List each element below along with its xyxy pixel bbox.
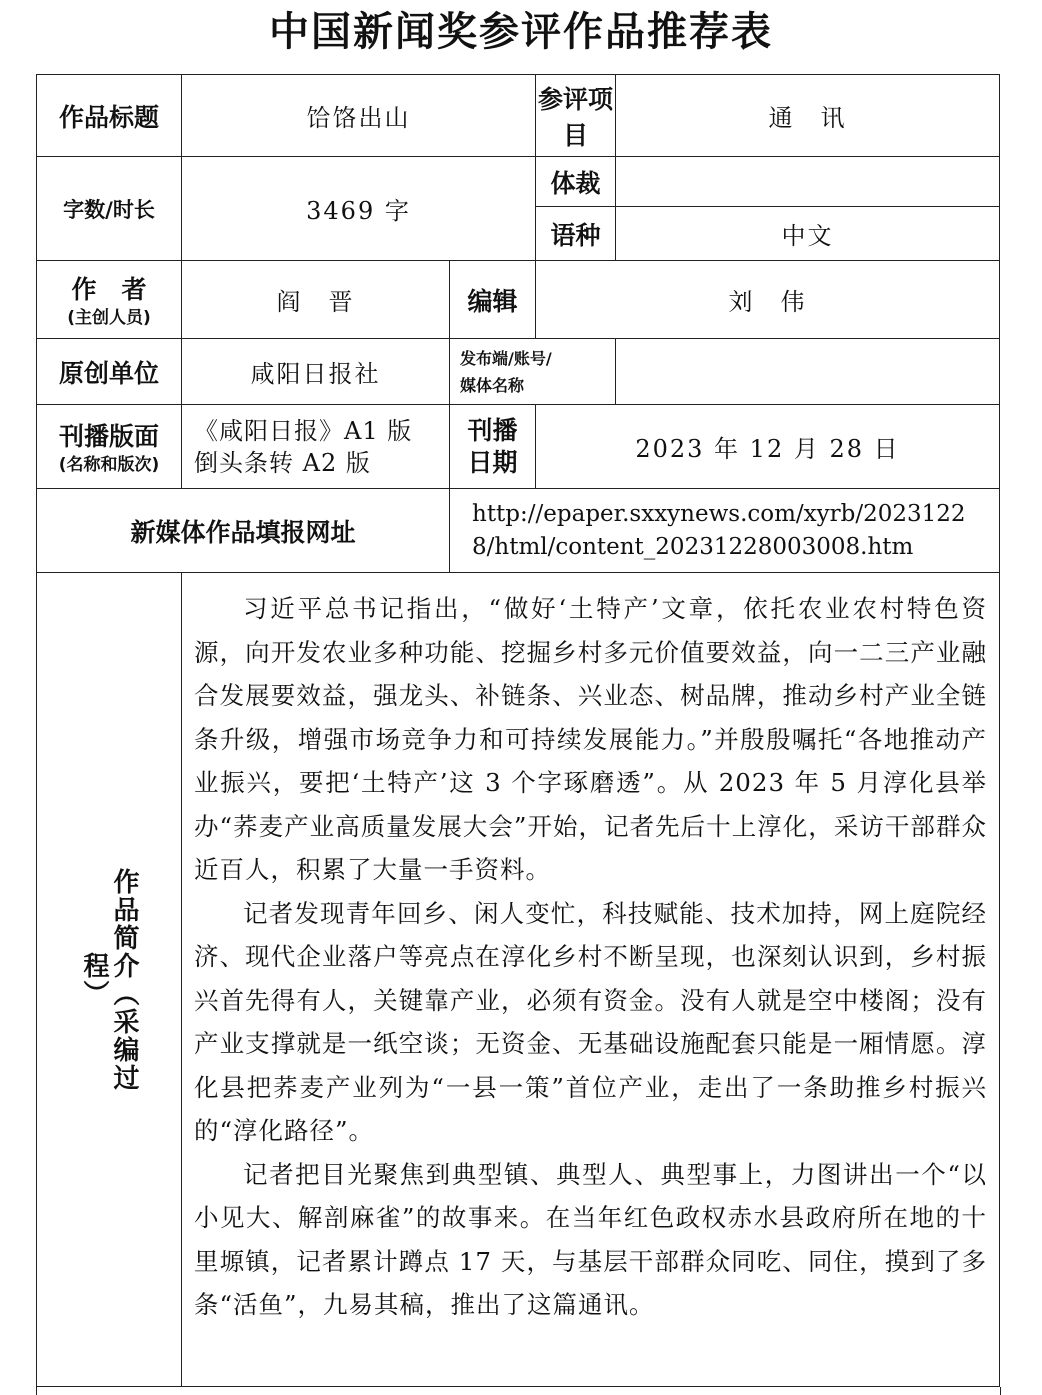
label-language: 语种 [536, 207, 616, 261]
date-label-line-1: 刊播 [467, 415, 518, 445]
recommendation-form [36, 74, 1000, 1387]
table-continuation-edge [36, 1387, 1001, 1395]
row-page [37, 405, 1000, 489]
row-title [37, 75, 1000, 157]
form-title: 中国新闻奖参评作品推荐表 [269, 9, 773, 55]
row-url [37, 489, 1000, 573]
label-url: 新媒体作品填报网址 [37, 489, 450, 573]
intro-paragraph: 习近平总书记指出，“做好‘土特产’文章，依托农业农村特色资源，向开发农业多种功能、挖掘乡村多元价值要效益，向一二三产业融合发展要效益，强龙头、补链条、兴业态、树品牌，推动乡村产业全链条升级，增强市场竞争力和可持续发展能力。”并殷殷嘱托“各地推动产业振兴，要把‘土特产’这 3 个字琢磨透”。从 2023 年 5 月淳化县举办“荞麦产业高质量发展大会”开始，记者先后十上淳化，采访干部群众近百人，积累了大量一手资料。 [194, 594, 987, 884]
value-page: 《咸阳日报》A1 版倒头条转 A2 版 [182, 405, 450, 489]
label-date [450, 405, 536, 489]
value-editor: 刘 伟 [536, 261, 1000, 339]
label-org: 原创单位 [37, 339, 182, 405]
author-label-sub: (主创人员) [67, 307, 151, 328]
page-label-sub: (名称和版次) [58, 454, 160, 475]
publish-platform-line-2: 媒体名称 [460, 375, 525, 395]
label-intro [37, 573, 182, 1387]
label-genre: 体裁 [536, 157, 616, 207]
value-genre [616, 157, 1000, 207]
label-work-title: 作品标题 [37, 75, 182, 157]
label-word-count: 字数/时长 [37, 157, 182, 261]
label-page [37, 405, 182, 489]
value-word-count: 3469 字 [182, 157, 536, 261]
label-author [37, 261, 182, 339]
row-word-count [37, 157, 1000, 207]
intro-paragraph: 记者发现青年回乡、闲人变忙，科技赋能、技术加持，网上庭院经济、现代企业落户等亮点在淳化乡村不断呈现，也深刻认识到，乡村振兴首先得有人，关键靠产业，必须有资金。没有人就是空中楼阁；没有产业支撑就是一纸空谈；无资金、无基础设施配套只能是一厢情愿。淳化县把荞麦产业列为“一县一策”首位产业，走出了一条助推乡村振兴的“淳化路径”。 [194, 898, 987, 1145]
page-label-text: 刊播版面 [58, 421, 159, 451]
label-category: 参评项目 [536, 75, 616, 157]
intro-body [182, 573, 1000, 1387]
publish-platform-line-1: 发布端/账号/ [460, 348, 552, 368]
label-editor: 编辑 [450, 261, 536, 339]
value-org: 咸阳日报社 [182, 339, 450, 405]
value-url[interactable]: http://epaper.sxxynews.com/xyrb/20231228/html/content_20231228003008.htm [450, 489, 1000, 573]
author-label-text: 作 者 [71, 274, 147, 304]
value-publish-platform [616, 339, 1000, 405]
row-intro [37, 573, 1000, 1387]
value-work-title: 饸饹出山 [182, 75, 536, 157]
row-org [37, 339, 1000, 405]
label-publish-platform [450, 339, 616, 405]
intro-label-text: 作品简介（采编过程） [79, 867, 139, 1092]
value-author: 阎 晋 [182, 261, 450, 339]
intro-paragraph: 记者把目光聚焦到典型镇、典型人、典型事上，力图讲出一个“以小见大、解剖麻雀”的故事来。在当年红色政权赤水县政府所在地的十里塬镇，记者累计蹲点 17 天，与基层干部群众同吃、同住，摸到了多条“活鱼”，九易其稿，推出了这篇通讯。 [194, 1159, 987, 1319]
value-category: 通 讯 [616, 75, 1000, 157]
row-author [37, 261, 1000, 339]
date-label-line-2: 日期 [467, 447, 518, 477]
value-date: 2023 年 12 月 28 日 [536, 405, 1000, 489]
value-language: 中文 [616, 207, 1000, 261]
